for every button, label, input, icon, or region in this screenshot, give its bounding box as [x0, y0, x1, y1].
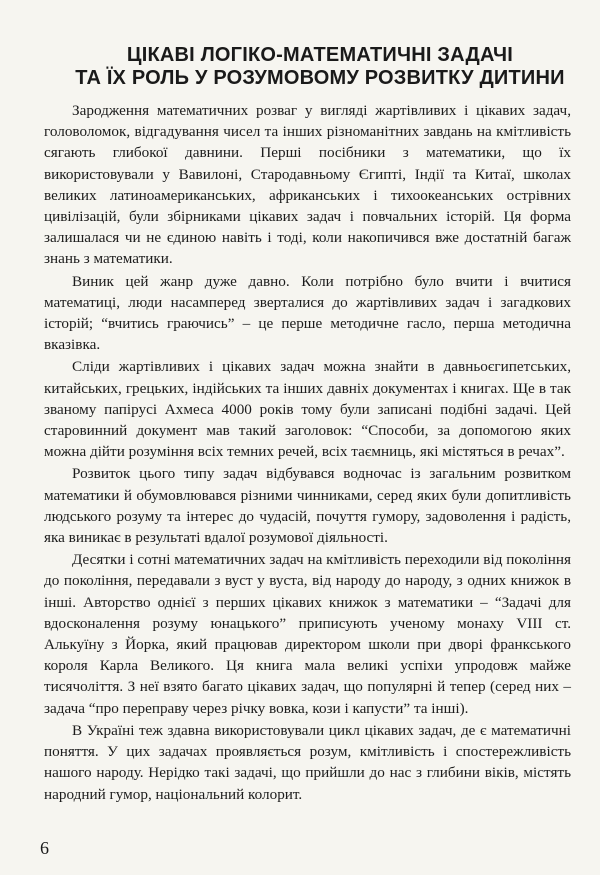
page-title: [60, 44, 580, 90]
paragraph-1: Зародження математичних розваг у вигляді жартівливих і цікавих задач, головоломок, відгадування чисел та інших різноманітних завдань на кмітливість сягають глибокої давнини. Перші посібники з математики, що їх використовували у Вавилоні, Стародавньому Єгипті, Індії та Китаї, школах великих латиноамериканських, африканських і тихоокеанських острівних цивілізацій, були збірниками цікавих задач і повчальних історій. Ця форма залишалася чи не єдиною навіть і тоді, коли накопичився вже достатній багаж знань з математики.: [44, 102, 571, 268]
title-line-1: ЦІКАВІ ЛОГІКО-МАТЕМАТИЧНІ ЗАДАЧІ: [126, 44, 514, 66]
paragraph-2: Виник цей жанр дуже давно. Коли потрібно було вчити і вчитися математиці, люди насамперед зверталися до жартівливих задач і загадкових історій; “вчитись граючись” – це перше методичне гасло, перша методична вказівка.: [44, 272, 571, 354]
paragraph-6: В Україні теж здавна використовували цикл цікавих задач, де є математичні поняття. У цих задачах проявляється розум, кмітливість і спостережливість нашого народу. Нерідко такі задачі, що прийшли до нас з глибини віків, містять народний гумор, національний колорит.: [44, 721, 571, 803]
paragraph-5: Десятки і сотні математичних задач на кмітливість переходили від покоління до покоління, передавали з вуст у вуста, від народу до народу, з одних книжок в інші. Авторство однієї з перших цікавих книжок з математики – “Задачі для вдосконалення розуму юнацького” приписують ученому монаху VIII ст. Алькуїну з Йорка, який працював директором школи при дворі франкського короля Карла Великого. Ця книга мала великі успіхи упродовж майже тисячоліття. З неї взято багато цікавих задач, що популярні й тепер (серед них – задача “про переправу через річку вовка, кози і капусти” та інші).: [44, 551, 571, 717]
title-line-2: ТА ЇХ РОЛЬ У РОЗУМОВОМУ РОЗВИТКУ ДИТИНИ: [75, 67, 565, 89]
body-text: [44, 100, 571, 806]
page-number: 6: [40, 838, 49, 858]
paragraph-4: Розвиток цього типу задач відбувався водночас із загальним розвитком математики й обумовлювався різними чинниками, серед яких були допитливість людського розуму та інтерес до чудасій, почуття гумору, задоволення і радість, яка виникає в результаті вдалої розумової діяльності.: [44, 465, 571, 547]
paragraph-3: Сліди жартівливих і цікавих задач можна знайти в давньоєгипетських, китайських, грецьких, індійських та інших давніх документах і книгах. Ще в так званому папірусі Ахмеса 4000 років тому були записані подібні задачі. Цей старовинний документ мав такий заголовок: “Способи, за допомогою яких можна дійти розуміння всіх темних речей, всіх таємниць, які містяться в речах”.: [44, 358, 571, 461]
